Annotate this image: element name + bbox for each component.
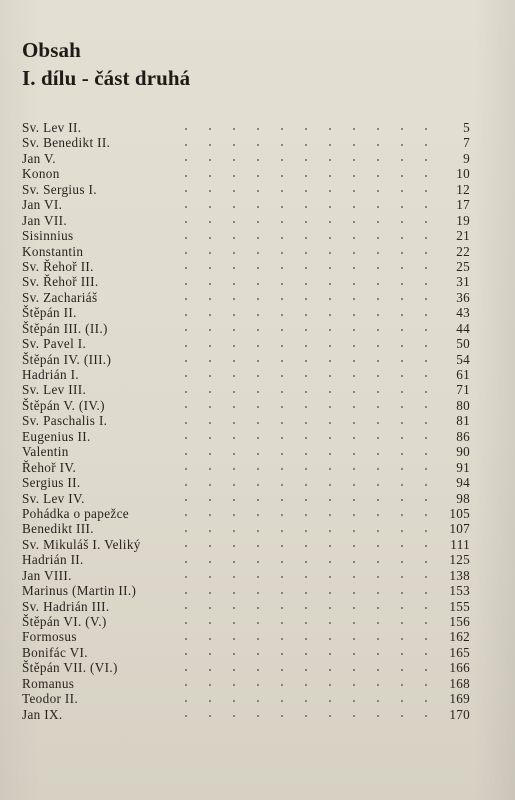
toc-entry-page-number: 61 xyxy=(456,367,470,382)
dot-leader xyxy=(172,715,438,717)
toc-entry-page-number: 98 xyxy=(456,490,470,506)
toc-entry-page-number: 36 xyxy=(456,289,470,305)
toc-entry xyxy=(22,460,470,475)
toc-entry-page-number: 166 xyxy=(449,660,470,676)
toc-entry-page-number: 165 xyxy=(449,644,470,660)
dot-leader xyxy=(172,190,438,192)
dot-leader xyxy=(172,545,438,547)
toc-entry-page-number: 111 xyxy=(450,536,470,552)
toc-entry xyxy=(22,228,470,243)
toc-entry-title: Jan IX. xyxy=(22,706,63,722)
toc-entry-title: Sisinnius xyxy=(22,228,74,244)
table-of-contents xyxy=(22,120,470,722)
dot-leader xyxy=(172,453,438,455)
dot-leader xyxy=(172,252,438,254)
toc-entry-page-number: 155 xyxy=(449,598,470,614)
toc-entry-title: Štěpán V. (IV.) xyxy=(22,397,105,413)
toc-entry-title: Hadrián II. xyxy=(22,552,84,568)
toc-entry xyxy=(22,197,470,212)
toc-entry xyxy=(22,213,470,228)
dot-leader xyxy=(172,175,438,177)
toc-entry-title: Bonifác VI. xyxy=(22,644,88,660)
dot-leader xyxy=(172,700,438,702)
toc-entry-page-number: 90 xyxy=(456,444,470,460)
toc-entry-page-number: 17 xyxy=(456,197,470,213)
toc-entry-title: Formosus xyxy=(22,629,77,645)
toc-entry-page-number: 31 xyxy=(456,274,470,290)
toc-entry xyxy=(22,599,470,614)
dot-leader xyxy=(172,314,438,316)
toc-entry xyxy=(22,707,470,722)
dot-leader xyxy=(172,437,438,439)
toc-entry xyxy=(22,413,470,428)
toc-entry-page-number: 80 xyxy=(456,397,470,413)
toc-entry-page-number: 19 xyxy=(456,212,470,228)
toc-entry-title: Konstantin xyxy=(22,243,84,259)
part-subtitle: I. dílu - část druhá xyxy=(22,66,191,90)
toc-entry-title: Štěpán II. xyxy=(22,305,77,321)
dot-leader xyxy=(172,653,438,655)
dot-leader xyxy=(172,592,438,594)
toc-entry-page-number: 169 xyxy=(449,691,470,707)
toc-entry-page-number: 81 xyxy=(456,413,470,429)
toc-entry-title: Sv. Benedikt II. xyxy=(22,135,111,151)
toc-entry-title: Sergius II. xyxy=(22,475,81,491)
toc-entry-page-number: 12 xyxy=(456,181,470,197)
dot-leader xyxy=(172,669,438,671)
toc-entry-title: Konon xyxy=(22,166,60,182)
toc-entry xyxy=(22,491,470,506)
toc-entry-title: Řehoř IV. xyxy=(22,459,77,475)
toc-entry-title: Sv. Řehoř II. xyxy=(22,258,94,274)
toc-entry-title: Sv. Mikuláš I. Veliký xyxy=(22,536,141,552)
toc-entry xyxy=(22,568,470,583)
toc-entry-title: Štěpán IV. (III.) xyxy=(22,351,112,367)
toc-entry xyxy=(22,382,470,397)
toc-entry xyxy=(22,552,470,567)
toc-entry-page-number: 25 xyxy=(456,258,470,274)
dot-leader xyxy=(172,375,438,377)
toc-entry xyxy=(22,429,470,444)
dot-leader xyxy=(172,576,438,578)
toc-entry xyxy=(22,336,470,351)
toc-entry-title: Jan VIII. xyxy=(22,567,72,583)
toc-entry-page-number: 50 xyxy=(456,336,470,352)
toc-entry xyxy=(22,367,470,382)
toc-entry-title: Jan V. xyxy=(22,150,56,166)
dot-leader xyxy=(172,345,438,347)
dot-leader xyxy=(172,298,438,300)
toc-entry-page-number: 9 xyxy=(463,150,470,166)
toc-entry xyxy=(22,305,470,320)
toc-entry xyxy=(22,521,470,536)
toc-entry-page-number: 7 xyxy=(463,135,470,151)
contents-title: Obsah xyxy=(22,38,81,62)
toc-entry-page-number: 86 xyxy=(456,428,470,444)
toc-entry-page-number: 10 xyxy=(456,166,470,182)
toc-entry xyxy=(22,259,470,274)
toc-entry-page-number: 125 xyxy=(449,552,470,568)
toc-entry-title: Štěpán VII. (VI.) xyxy=(22,660,118,676)
toc-entry-page-number: 91 xyxy=(456,459,470,475)
dot-leader xyxy=(172,391,438,393)
dot-leader xyxy=(172,329,438,331)
dot-leader xyxy=(172,267,438,269)
dot-leader xyxy=(172,484,438,486)
toc-entry-title: Pohádka o papežce xyxy=(22,505,130,521)
dot-leader xyxy=(172,561,438,563)
dot-leader xyxy=(172,468,438,470)
dot-leader xyxy=(172,514,438,516)
toc-entry-page-number: 105 xyxy=(449,505,470,521)
dot-leader xyxy=(172,684,438,686)
toc-entry-page-number: 21 xyxy=(456,228,470,244)
toc-entry-page-number: 162 xyxy=(449,629,470,645)
dot-leader xyxy=(172,638,438,640)
toc-entry-title: Jan VI. xyxy=(22,197,63,213)
toc-entry xyxy=(22,475,470,490)
toc-entry xyxy=(22,244,470,259)
toc-entry-page-number: 153 xyxy=(449,583,470,599)
toc-entry-page-number: 107 xyxy=(449,521,470,537)
toc-entry-page-number: 156 xyxy=(449,614,470,629)
toc-entry-page-number: 170 xyxy=(449,706,470,722)
heading-block xyxy=(22,36,190,92)
toc-entry xyxy=(22,182,470,197)
toc-entry-title: Sv. Lev IV. xyxy=(22,490,85,506)
toc-entry-title: Valentin xyxy=(22,444,69,460)
dot-leader xyxy=(172,422,438,424)
toc-entry xyxy=(22,151,470,166)
toc-entry xyxy=(22,444,470,459)
toc-entry xyxy=(22,691,470,706)
dot-leader xyxy=(172,237,438,239)
toc-entry-title: Sv. Pavel I. xyxy=(22,336,87,352)
toc-entry-title: Štěpán III. (II.) xyxy=(22,320,108,336)
toc-entry-page-number: 71 xyxy=(456,382,470,398)
toc-entry xyxy=(22,274,470,289)
toc-entry xyxy=(22,660,470,675)
dot-leader xyxy=(172,128,438,130)
toc-entry xyxy=(22,583,470,598)
toc-entry-title: Sv. Paschalis I. xyxy=(22,413,108,429)
dot-leader xyxy=(172,206,438,208)
toc-entry xyxy=(22,135,470,150)
dot-leader xyxy=(172,406,438,408)
toc-entry-title: Romanus xyxy=(22,675,75,691)
toc-entry-page-number: 43 xyxy=(456,305,470,321)
toc-entry xyxy=(22,352,470,367)
dot-leader xyxy=(172,607,438,609)
toc-entry-title: Sv. Sergius I. xyxy=(22,181,97,197)
dot-leader xyxy=(172,144,438,146)
dot-leader xyxy=(172,622,438,624)
toc-entry-title: Marinus (Martin II.) xyxy=(22,583,137,599)
toc-entry xyxy=(22,166,470,181)
toc-entry-title: Teodor II. xyxy=(22,691,79,707)
toc-entry xyxy=(22,120,470,135)
toc-entry-title: Hadrián I. xyxy=(22,367,79,382)
toc-entry-page-number: 54 xyxy=(456,351,470,367)
toc-entry-title: Sv. Řehoř III. xyxy=(22,274,99,290)
toc-entry-title: Sv. Lev III. xyxy=(22,382,87,398)
toc-entry-title: Eugenius II. xyxy=(22,428,91,444)
dot-leader xyxy=(172,499,438,501)
toc-entry xyxy=(22,645,470,660)
toc-entry-title: Sv. Hadrián III. xyxy=(22,598,110,614)
toc-entry-title: Štěpán VI. (V.) xyxy=(22,614,107,629)
toc-entry xyxy=(22,614,470,629)
toc-entry xyxy=(22,537,470,552)
dot-leader xyxy=(172,530,438,532)
toc-entry-page-number: 94 xyxy=(456,475,470,491)
toc-entry-page-number: 168 xyxy=(449,675,470,691)
toc-entry-title: Sv. Zachariáš xyxy=(22,289,98,305)
toc-entry-page-number: 22 xyxy=(456,243,470,259)
dot-leader xyxy=(172,283,438,285)
toc-entry-page-number: 5 xyxy=(463,120,470,135)
toc-entry-title: Benedikt III. xyxy=(22,521,94,537)
toc-entry-title: Sv. Lev II. xyxy=(22,120,82,135)
dot-leader xyxy=(172,221,438,223)
toc-entry xyxy=(22,629,470,644)
toc-entry xyxy=(22,290,470,305)
toc-entry-page-number: 138 xyxy=(449,567,470,583)
toc-entry xyxy=(22,321,470,336)
toc-entry xyxy=(22,676,470,691)
dot-leader xyxy=(172,159,438,161)
toc-entry xyxy=(22,398,470,413)
dot-leader xyxy=(172,360,438,362)
toc-entry xyxy=(22,506,470,521)
toc-entry-title: Jan VII. xyxy=(22,212,68,228)
toc-entry-page-number: 44 xyxy=(456,320,470,336)
